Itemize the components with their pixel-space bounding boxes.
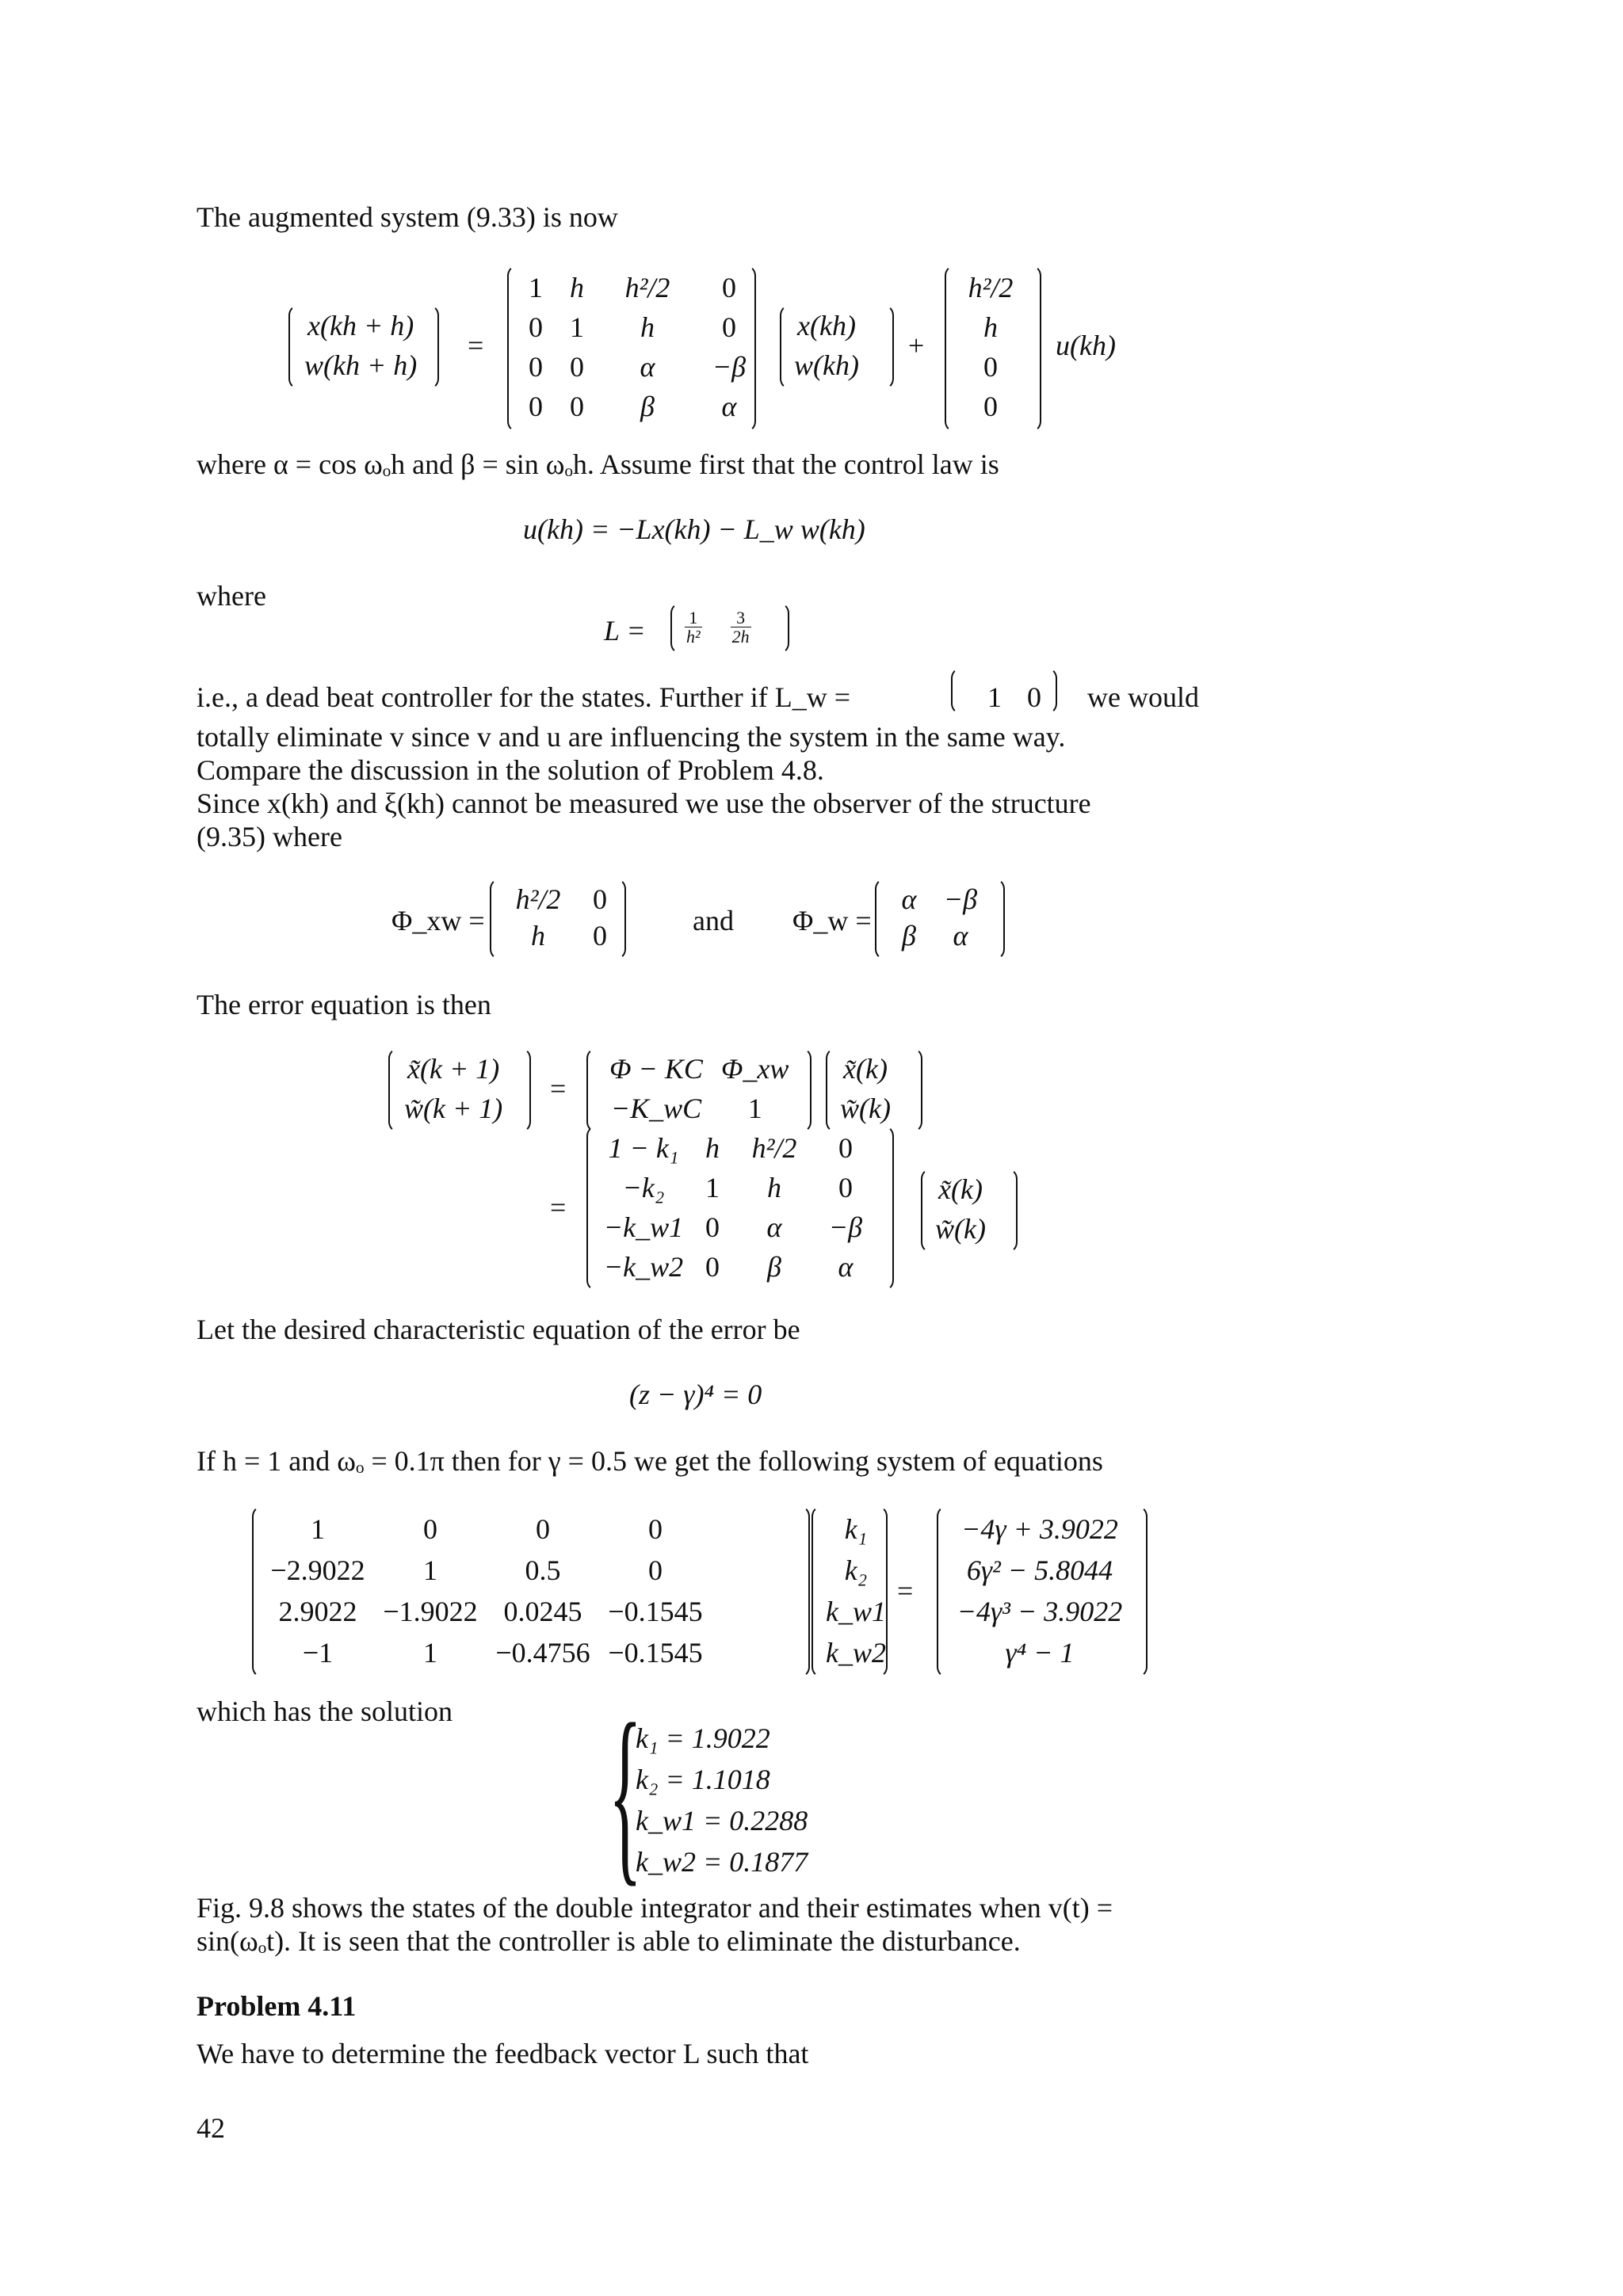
Lw-entry-2: 0 xyxy=(1027,681,1041,713)
L-b-den: 2h xyxy=(731,627,750,647)
control-law-equation: u(kh) = −Lx(kh) − L_w w(kh) xyxy=(523,513,865,545)
err-lhs-left-bracket xyxy=(388,1047,399,1133)
problem-text: We have to determine the feedback vector L such that xyxy=(197,2038,809,2069)
sysK-cell-1-0: k₂ xyxy=(844,1554,868,1586)
sysM-cell-0-2: 0 xyxy=(536,1513,550,1545)
errexp-cell-1-0: −k₂ xyxy=(622,1172,665,1203)
err-state-right-bracket xyxy=(911,1047,922,1133)
phiw-cell-0-0: α xyxy=(901,883,917,915)
phixw-cell-0-1: 0 xyxy=(593,883,607,915)
sysR-cell-2-0: −4γ³ − 3.9022 xyxy=(957,1596,1123,1627)
error-block-matrix xyxy=(596,1049,793,1128)
phixw-cell-1-0: h xyxy=(531,920,545,952)
augA-cell-1-3: 0 xyxy=(722,311,736,343)
augA-cell-0-2: h²/2 xyxy=(624,272,670,303)
errexp-cell-3-0: −k_w2 xyxy=(603,1251,684,1283)
sys-rhs-right-bracket xyxy=(1136,1505,1148,1678)
plus-sign: + xyxy=(908,330,925,361)
phi-xw-matrix xyxy=(498,881,621,954)
state-right-bracket xyxy=(883,304,894,390)
since-line-1: Since x(kh) and ξ(kh) cannot be measured we use the observer of the structure xyxy=(197,788,1091,819)
errexp-cell-2-1: 0 xyxy=(705,1211,720,1243)
fig-line-2: sin(ωₒt). It is seen that the controller is able to eliminate the disturbance. xyxy=(197,1925,1021,1957)
error-equals-1: = xyxy=(550,1073,567,1104)
A-right-bracket xyxy=(745,265,756,433)
sol-cell-1-0: k₂ = 1.1018 xyxy=(636,1764,770,1795)
sysM-cell-2-0: 2.9022 xyxy=(278,1596,357,1627)
errblock-cell-1-0: −K_wC xyxy=(610,1093,702,1124)
augA-cell-0-3: 0 xyxy=(722,272,736,303)
since-line-2: (9.35) where xyxy=(197,821,342,852)
lhs-left-bracket xyxy=(288,304,300,390)
sysR-cell-1-0: 6γ² − 5.8044 xyxy=(966,1554,1113,1586)
lhs-w: w(kh + h) xyxy=(304,349,418,381)
errexp-cell-1-3: 0 xyxy=(838,1172,853,1203)
state-w: w(kh) xyxy=(794,349,859,381)
lhs-right-bracket xyxy=(428,304,439,390)
errblock-cell-0-1: Φ_xw xyxy=(721,1053,789,1085)
errexp-cell-2-3: −β xyxy=(828,1211,863,1243)
sysM-cell-3-3: −0.1545 xyxy=(608,1637,703,1669)
sol-cell-0-0: k₁ = 1.9022 xyxy=(636,1722,770,1754)
augA-cell-3-3: α xyxy=(721,391,737,422)
augB-cell-1-0: h xyxy=(983,311,998,343)
and-text: and xyxy=(693,905,734,936)
Lw-left-bracket xyxy=(951,667,962,715)
error-equals-2: = xyxy=(550,1192,567,1223)
err-state2-w: w̃(k) xyxy=(935,1213,986,1245)
sysK-cell-0-0: k₁ xyxy=(844,1513,868,1545)
err-exp-right-bracket xyxy=(883,1125,894,1291)
sysM-cell-1-3: 0 xyxy=(648,1554,663,1586)
errexp-cell-2-2: α xyxy=(766,1211,782,1243)
problem-heading: Problem 4.11 xyxy=(197,1990,357,2022)
L-label: L = xyxy=(604,615,646,646)
phiw-cell-1-0: β xyxy=(902,920,916,952)
augA-cell-1-0: 0 xyxy=(529,311,543,343)
sysM-cell-3-0: −1 xyxy=(302,1637,334,1669)
errexp-cell-3-1: 0 xyxy=(705,1251,720,1283)
err-lhs-right-bracket xyxy=(520,1047,531,1133)
L-b-num: 3 xyxy=(731,608,751,627)
sysM-cell-1-1: 1 xyxy=(423,1554,437,1586)
equals-sign: = xyxy=(468,330,484,361)
err-state-w: w̃(k) xyxy=(840,1093,891,1124)
sysK-cell-3-0: k_w2 xyxy=(826,1637,886,1669)
which-has-text: which has the solution xyxy=(197,1695,453,1727)
lhs-x: x(kh + h) xyxy=(307,310,414,341)
augA-cell-1-2: h xyxy=(640,311,655,343)
errexp-cell-0-3: 0 xyxy=(838,1132,853,1164)
err-state2-x: x̃(k) xyxy=(938,1173,983,1205)
augA-cell-3-2: β xyxy=(640,391,655,422)
err-lhs-x: x̃(k + 1) xyxy=(407,1053,500,1085)
input-u: u(kh) xyxy=(1056,330,1116,361)
errexp-cell-0-1: h xyxy=(705,1132,720,1164)
rhs-vector xyxy=(948,1508,1132,1673)
sysM-cell-3-2: −0.4756 xyxy=(495,1637,590,1669)
augA-cell-3-0: 0 xyxy=(529,391,543,422)
solution-list xyxy=(631,1718,815,1882)
phi-w-label: Φ_w = xyxy=(792,905,872,936)
desired-char-eq-text: Let the desired characteristic equation of the error be xyxy=(197,1314,800,1345)
error-state-vector-2 xyxy=(930,1169,991,1249)
augmented-A-matrix xyxy=(517,268,762,426)
L-a-den: h² xyxy=(686,627,701,647)
augmented-B-vector xyxy=(954,268,1027,426)
sys-rhs-left-bracket xyxy=(937,1505,948,1678)
intro-text: The augmented system (9.33) is now xyxy=(197,201,618,233)
error-state-vector xyxy=(835,1049,896,1128)
augB-cell-0-0: h²/2 xyxy=(968,272,1014,303)
augmented-state-vector xyxy=(789,306,864,385)
L-first-entry xyxy=(685,608,702,646)
err-state-x: x̃(k) xyxy=(843,1053,888,1085)
sysR-cell-0-0: −4γ + 3.9022 xyxy=(961,1513,1118,1545)
sysM-cell-2-2: 0.0245 xyxy=(503,1596,582,1627)
augA-cell-1-1: 1 xyxy=(570,311,584,343)
augB-cell-3-0: 0 xyxy=(983,391,998,422)
ie-we-would: we would xyxy=(1087,681,1199,713)
sysM-cell-0-1: 0 xyxy=(423,1513,437,1545)
errexp-cell-1-1: 1 xyxy=(705,1172,720,1203)
error-equation-intro: The error equation is then xyxy=(197,989,491,1020)
page-number: 42 xyxy=(197,2112,225,2144)
augA-cell-3-1: 0 xyxy=(570,391,584,422)
char-equation: (z − γ)⁴ = 0 xyxy=(629,1379,762,1410)
sysM-cell-0-3: 0 xyxy=(648,1513,663,1545)
sysM-cell-1-2: 0.5 xyxy=(525,1554,561,1586)
B-right-bracket xyxy=(1030,265,1041,433)
sys-M-right-bracket xyxy=(799,1505,810,1678)
sysM-cell-2-3: −0.1545 xyxy=(608,1596,703,1627)
augA-cell-0-1: h xyxy=(570,272,584,303)
phiw-cell-1-1: α xyxy=(953,920,968,952)
sysR-cell-3-0: γ⁴ − 1 xyxy=(1005,1637,1075,1669)
state-x: x(kh) xyxy=(797,310,856,341)
sysM-cell-1-0: −2.9022 xyxy=(270,1554,365,1586)
errexp-cell-1-2: h xyxy=(767,1172,781,1203)
error-expanded-matrix xyxy=(596,1128,876,1287)
phiw-cell-0-1: −β xyxy=(943,883,978,915)
augA-cell-2-0: 0 xyxy=(529,351,543,383)
fig-line-1: Fig. 9.8 shows the states of the double integrator and their estimates when v(t) = xyxy=(197,1892,1113,1924)
Lw-entry-1: 1 xyxy=(987,681,1002,713)
system-matrix xyxy=(262,1508,712,1673)
solution-brace: { xyxy=(609,1684,642,1903)
sysK-cell-2-0: k_w1 xyxy=(826,1596,886,1627)
augA-cell-0-0: 1 xyxy=(529,272,543,303)
sysM-cell-2-1: −1.9022 xyxy=(383,1596,478,1627)
phixw-cell-0-0: h²/2 xyxy=(515,883,561,915)
L-right-bracket xyxy=(778,602,789,654)
phi-w-matrix xyxy=(884,881,987,954)
ie-line-2: totally eliminate v since v and u are influencing the system in the same way. xyxy=(197,721,1066,753)
augA-cell-2-3: −β xyxy=(712,351,747,383)
where-alpha-text: where α = cos ωₒh and β = sin ωₒh. Assume first that the control law is xyxy=(197,448,999,480)
sysM-cell-3-1: 1 xyxy=(423,1637,437,1669)
errexp-cell-2-0: −k_w1 xyxy=(603,1211,684,1243)
phi-xw-right-bracket xyxy=(615,878,626,960)
augA-cell-2-1: 0 xyxy=(570,351,584,383)
errexp-cell-3-3: α xyxy=(838,1251,854,1283)
system-equals: = xyxy=(897,1575,914,1607)
ie-line-3: Compare the discussion in the solution of Problem 4.8. xyxy=(197,754,824,786)
sol-cell-2-0: k_w1 = 0.2288 xyxy=(636,1805,808,1836)
err-state2-right-bracket xyxy=(1006,1168,1018,1253)
Lw-right-bracket xyxy=(1046,667,1057,715)
augmented-lhs-vector xyxy=(300,306,422,385)
errexp-cell-0-2: h²/2 xyxy=(751,1132,797,1164)
augA-cell-2-2: α xyxy=(640,351,655,383)
phixw-cell-1-1: 0 xyxy=(593,920,607,952)
L-a-num: 1 xyxy=(685,608,702,627)
errexp-cell-0-0: 1 − k₁ xyxy=(608,1132,679,1164)
augB-cell-2-0: 0 xyxy=(983,351,998,383)
L-left-bracket xyxy=(670,602,682,654)
ie-line-1: i.e., a dead beat controller for the states. Further if L_w = xyxy=(197,681,851,713)
if-h-text: If h = 1 and ωₒ = 0.1π then for γ = 0.5 we get the following system of equations xyxy=(197,1445,1103,1477)
phi-w-right-bracket xyxy=(994,878,1005,960)
sysM-cell-0-0: 1 xyxy=(311,1513,325,1545)
sol-cell-3-0: k_w2 = 0.1877 xyxy=(636,1846,808,1878)
err-block-right-bracket xyxy=(800,1047,812,1133)
err-lhs-w: w̃(k + 1) xyxy=(404,1093,503,1124)
errexp-cell-3-2: β xyxy=(767,1251,781,1283)
errblock-cell-1-1: 1 xyxy=(747,1093,762,1124)
error-lhs-vector xyxy=(399,1049,507,1128)
phi-xw-label: Φ_xw = xyxy=(391,905,485,936)
errblock-cell-0-0: Φ − KC xyxy=(609,1053,703,1085)
L-vector xyxy=(685,608,751,646)
L-second-entry xyxy=(731,608,751,646)
where-label: where xyxy=(197,580,266,612)
sys-k-right-bracket xyxy=(876,1505,888,1678)
